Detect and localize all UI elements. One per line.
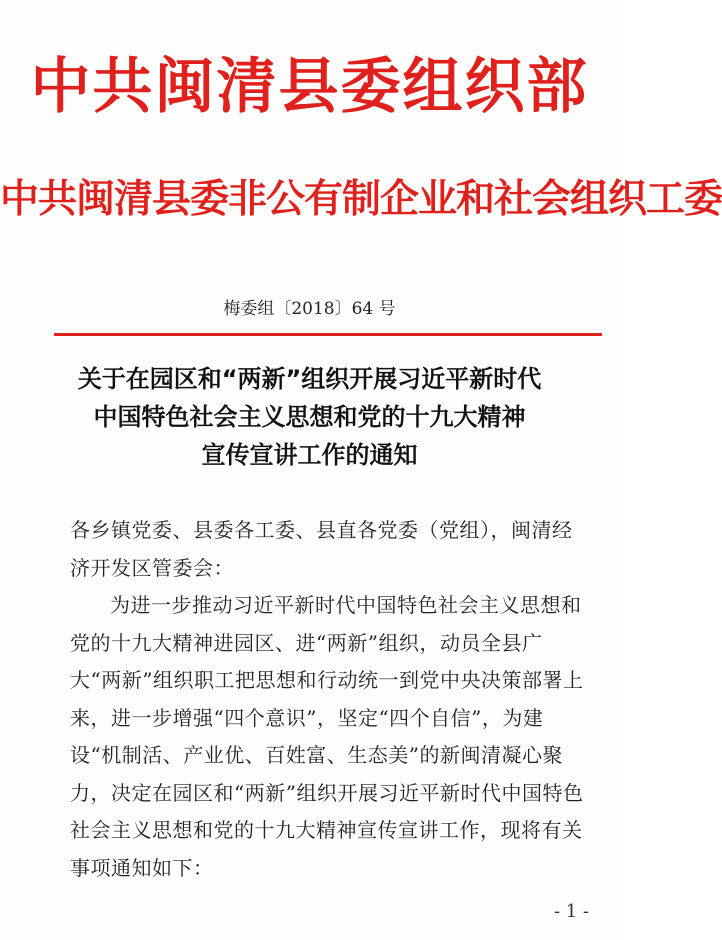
document-title <box>0 360 619 474</box>
issuer-header-line2: 中共闽清县委非公有制企业和社会组织工委 <box>0 177 722 222</box>
issuer-header-line1: 中共闽清县委组织部 <box>30 52 589 122</box>
title-line-2: 中国特色社会主义思想和党的十九大精神 <box>93 403 526 431</box>
red-divider <box>54 333 602 336</box>
page-number: - 1 - <box>553 901 589 922</box>
document-body <box>70 512 590 887</box>
title-line-3: 宣传宣讲工作的通知 <box>201 441 418 469</box>
body-paragraph: 为进一步推动习近平新时代中国特色社会主义思想和党的十九大精神进园区、进“两新”组织，动员全县广大“两新”组织职工把思想和行动统一到党中央决策部署上来，进一步增强“四个意识”，坚定“四个自信”，为建设“机制活、产业优、百姓富、生态美”的新闽清凝心聚力，决定在园区和“两新”组织开展习近平新时代中国特色社会主义思想和党的十九大精神宣传宣讲工作，现将有关事项通知如下： <box>70 593 584 880</box>
title-line-1: 关于在园区和“两新”组织开展习近平新时代 <box>77 365 542 393</box>
document-number: 梅委组〔2018〕64 号 <box>223 299 396 319</box>
addressee: 各乡镇党委、县委各工委、县直各党委（党组），闽清经济开发区管委会： <box>70 518 573 580</box>
